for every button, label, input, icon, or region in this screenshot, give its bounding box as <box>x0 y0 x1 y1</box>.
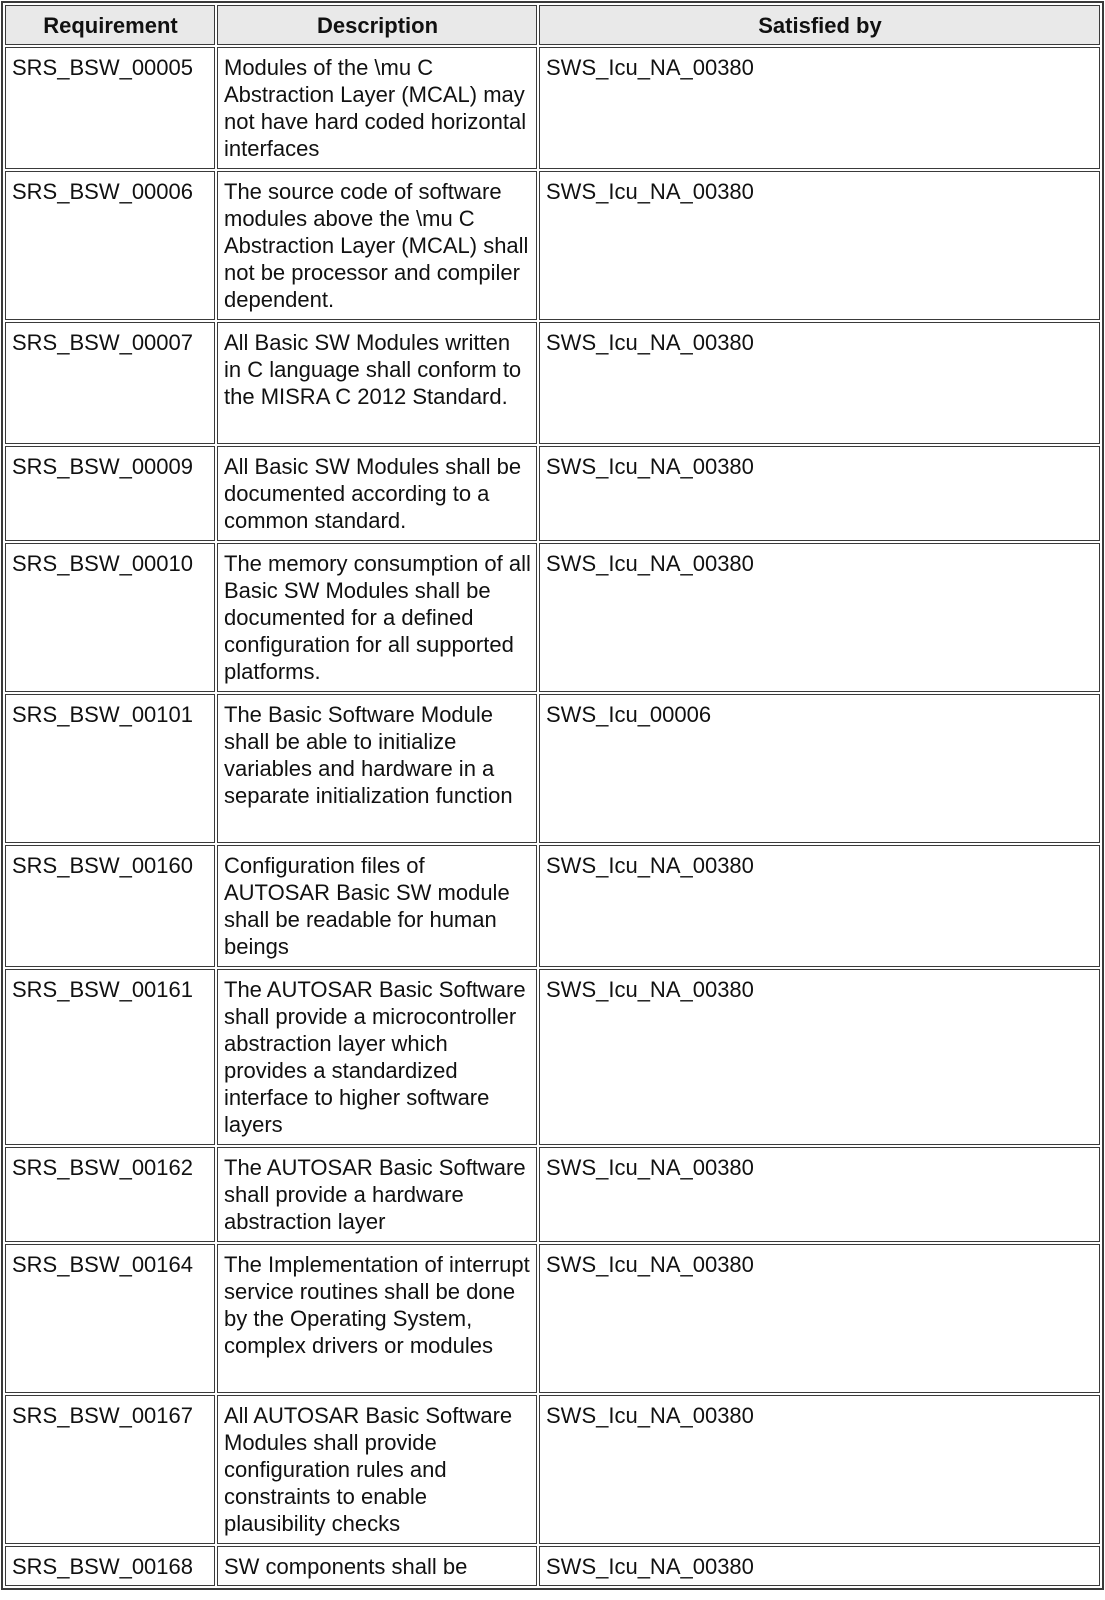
table-row <box>5 47 1100 169</box>
description-cell: All AUTOSAR Basic Software Modules shall provide configuration rules and constraints to enable plausibility checks <box>217 1395 537 1544</box>
satisfied-by-cell: SWS_Icu_NA_00380 <box>539 1546 1100 1586</box>
satisfied-by-cell: SWS_Icu_NA_00380 <box>539 969 1100 1145</box>
description-cell: The AUTOSAR Basic Software shall provide a hardware abstraction layer <box>217 1147 537 1242</box>
description-cell: SW components shall be <box>217 1546 537 1586</box>
table-header-row <box>5 5 1100 45</box>
requirement-cell: SRS_BSW_00101 <box>5 694 215 843</box>
description-cell: Configuration files of AUTOSAR Basic SW module shall be readable for human beings <box>217 845 537 967</box>
requirement-cell: SRS_BSW_00007 <box>5 322 215 444</box>
table-row <box>5 969 1100 1145</box>
requirement-cell: SRS_BSW_00010 <box>5 543 215 692</box>
requirements-table <box>1 1 1104 1590</box>
satisfied-by-cell: SWS_Icu_NA_00380 <box>539 171 1100 320</box>
description-cell: The memory consumption of all Basic SW Modules shall be documented for a defined configuration for all supported platforms. <box>217 543 537 692</box>
description-cell: Modules of the \mu C Abstraction Layer (MCAL) may not have hard coded horizontal interfaces <box>217 47 537 169</box>
satisfied-by-cell: SWS_Icu_NA_00380 <box>539 1244 1100 1393</box>
satisfied-by-cell: SWS_Icu_NA_00380 <box>539 1147 1100 1242</box>
satisfied-by-cell: SWS_Icu_NA_00380 <box>539 322 1100 444</box>
description-cell: All Basic SW Modules shall be documented according to a common standard. <box>217 446 537 541</box>
description-cell: All Basic SW Modules written in C language shall conform to the MISRA C 2012 Standard. <box>217 322 537 444</box>
table-row <box>5 1244 1100 1393</box>
requirement-cell: SRS_BSW_00162 <box>5 1147 215 1242</box>
requirement-cell: SRS_BSW_00006 <box>5 171 215 320</box>
header-description: Description <box>217 5 537 45</box>
table-row <box>5 1546 1100 1586</box>
requirement-cell: SRS_BSW_00161 <box>5 969 215 1145</box>
header-requirement: Requirement <box>5 5 215 45</box>
description-cell: The Basic Software Module shall be able to initialize variables and hardware in a separate initialization function <box>217 694 537 843</box>
requirement-cell: SRS_BSW_00160 <box>5 845 215 967</box>
satisfied-by-cell: SWS_Icu_00006 <box>539 694 1100 843</box>
header-satisfied-by: Satisfied by <box>539 5 1100 45</box>
requirement-cell: SRS_BSW_00164 <box>5 1244 215 1393</box>
satisfied-by-cell: SWS_Icu_NA_00380 <box>539 543 1100 692</box>
table-row <box>5 446 1100 541</box>
table-row <box>5 694 1100 843</box>
table-row <box>5 171 1100 320</box>
table-row <box>5 1395 1100 1544</box>
table-row <box>5 845 1100 967</box>
table-row <box>5 322 1100 444</box>
description-cell: The AUTOSAR Basic Software shall provide a microcontroller abstraction layer which provides a standardized interface to higher software layers <box>217 969 537 1145</box>
description-cell: The Implementation of interrupt service routines shall be done by the Operating System, complex drivers or modules <box>217 1244 537 1393</box>
table-row <box>5 543 1100 692</box>
description-cell: The source code of software modules above the \mu C Abstraction Layer (MCAL) shall not be processor and compiler dependent. <box>217 171 537 320</box>
table-row <box>5 1147 1100 1242</box>
requirement-cell: SRS_BSW_00167 <box>5 1395 215 1544</box>
satisfied-by-cell: SWS_Icu_NA_00380 <box>539 47 1100 169</box>
satisfied-by-cell: SWS_Icu_NA_00380 <box>539 446 1100 541</box>
requirement-cell: SRS_BSW_00168 <box>5 1546 215 1586</box>
satisfied-by-cell: SWS_Icu_NA_00380 <box>539 1395 1100 1544</box>
requirement-cell: SRS_BSW_00005 <box>5 47 215 169</box>
satisfied-by-cell: SWS_Icu_NA_00380 <box>539 845 1100 967</box>
requirement-cell: SRS_BSW_00009 <box>5 446 215 541</box>
